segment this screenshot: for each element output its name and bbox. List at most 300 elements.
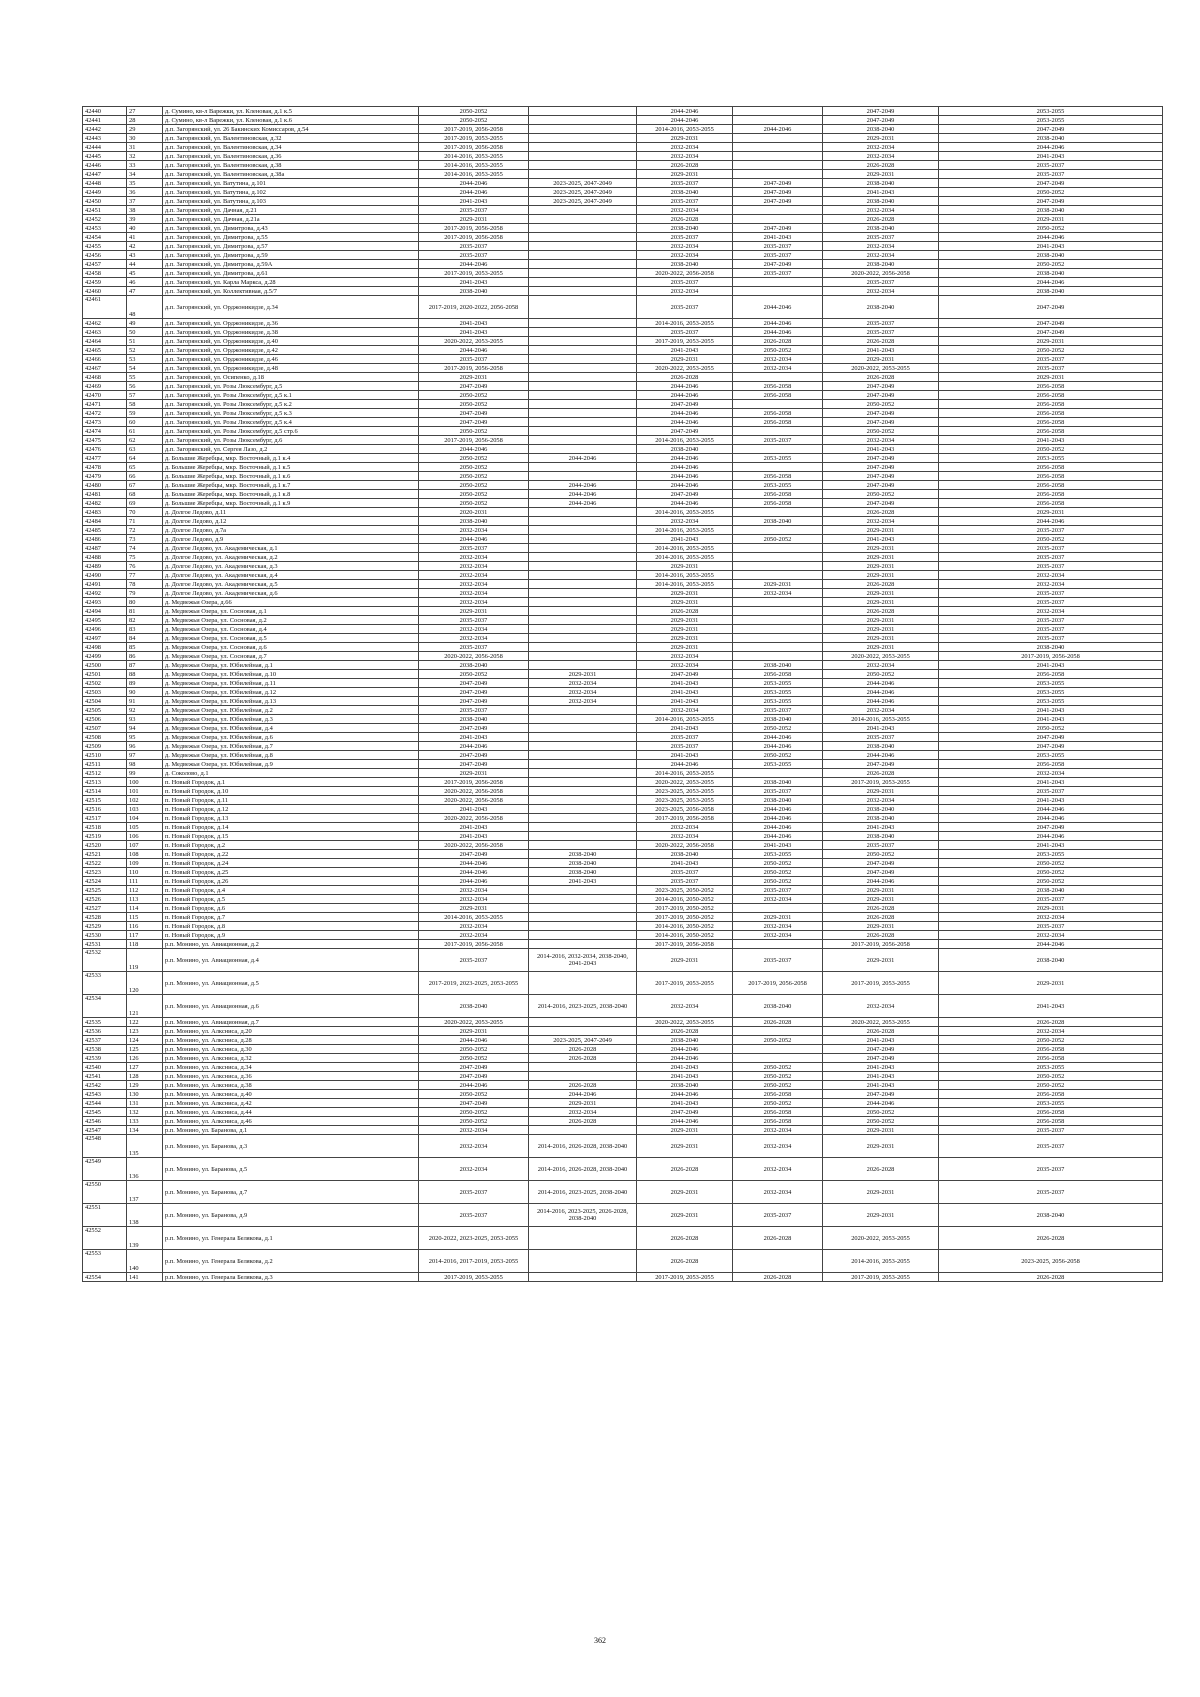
period-cell-2 bbox=[529, 823, 637, 832]
address-cell: д. Медвежьи Озера, ул. Юбилейная, д.1 bbox=[163, 661, 419, 670]
row-number-cell: 72 bbox=[127, 526, 163, 535]
period-cell-1: 2050-2052 bbox=[419, 490, 529, 499]
period-cell-4: 2056-2058 bbox=[733, 490, 823, 499]
period-cell-3: 2041-2043 bbox=[637, 679, 733, 688]
period-cell-2: 2014-2016, 2023-2025, 2026-2028, 2038-2040 bbox=[529, 1204, 637, 1227]
address-cell: п. Новый Городок, д.15 bbox=[163, 832, 419, 841]
period-cell-6: 2050-2052 bbox=[939, 346, 1163, 355]
period-cell-3: 2041-2043 bbox=[637, 1099, 733, 1108]
row-number-cell: 69 bbox=[127, 499, 163, 508]
period-cell-2 bbox=[529, 508, 637, 517]
record-id-cell: 42524 bbox=[83, 877, 127, 886]
period-cell-1: 2032-2034 bbox=[419, 526, 529, 535]
period-cell-4: 2044-2046 bbox=[733, 328, 823, 337]
period-cell-4: 2035-2037 bbox=[733, 706, 823, 715]
period-cell-1: 2032-2034 bbox=[419, 886, 529, 895]
record-id-cell: 42548 bbox=[83, 1135, 127, 1158]
record-id-cell: 42537 bbox=[83, 1036, 127, 1045]
table-row bbox=[83, 242, 1163, 251]
period-cell-6: 2035-2037 bbox=[939, 1158, 1163, 1181]
record-id-cell: 42462 bbox=[83, 319, 127, 328]
period-cell-5: 2041-2043 bbox=[823, 823, 939, 832]
address-cell: р.п. Монино, ул. Алксниса, д.38 bbox=[163, 1081, 419, 1090]
period-cell-6: 2050-2052 bbox=[939, 260, 1163, 269]
address-cell: д.п. Загорянский, ул. Димитрова, д.57 bbox=[163, 242, 419, 251]
table-row bbox=[83, 643, 1163, 652]
table-row bbox=[83, 1250, 1163, 1273]
row-number-cell: 52 bbox=[127, 346, 163, 355]
table-row bbox=[83, 787, 1163, 796]
period-cell-2 bbox=[529, 427, 637, 436]
period-cell-6: 2041-2043 bbox=[939, 152, 1163, 161]
period-cell-4: 2053-2055 bbox=[733, 760, 823, 769]
period-cell-3: 2020-2022, 2053-2055 bbox=[637, 364, 733, 373]
period-cell-4: 2056-2058 bbox=[733, 1090, 823, 1099]
period-cell-3: 2044-2046 bbox=[637, 1054, 733, 1063]
address-cell: д. Сумино, кв-л Варежки, ул. Кленовая, д.1 к.5 bbox=[163, 107, 419, 116]
address-cell: д. Долгое Ледово, ул. Академическая, д.3 bbox=[163, 562, 419, 571]
record-id-cell: 42550 bbox=[83, 1181, 127, 1204]
period-cell-5: 2032-2034 bbox=[823, 152, 939, 161]
row-number-cell: 70 bbox=[127, 508, 163, 517]
period-cell-4 bbox=[733, 553, 823, 562]
record-id-cell: 42449 bbox=[83, 188, 127, 197]
period-cell-6: 2050-2052 bbox=[939, 1036, 1163, 1045]
period-cell-3: 2029-2031 bbox=[637, 170, 733, 179]
period-cell-6: 2035-2037 bbox=[939, 589, 1163, 598]
table-row bbox=[83, 319, 1163, 328]
address-cell: д.п. Загорянский, ул. Розы Люксембург, д.5 bbox=[163, 382, 419, 391]
row-number-cell: 132 bbox=[127, 1108, 163, 1117]
period-cell-5: 2050-2052 bbox=[823, 850, 939, 859]
table-row bbox=[83, 904, 1163, 913]
period-cell-1: 2050-2052 bbox=[419, 1117, 529, 1126]
table-row bbox=[83, 742, 1163, 751]
record-id-cell: 42456 bbox=[83, 251, 127, 260]
address-cell: р.п. Монино, ул. Алксниса, д.46 bbox=[163, 1117, 419, 1126]
address-cell: д. Долгое Ледово, ул. Академическая, д.5 bbox=[163, 580, 419, 589]
period-cell-3: 2029-2031 bbox=[637, 134, 733, 143]
period-cell-5: 2038-2040 bbox=[823, 260, 939, 269]
address-cell: р.п. Монино, ул. Алксниса, д.34 bbox=[163, 1063, 419, 1072]
period-cell-5: 2038-2040 bbox=[823, 224, 939, 233]
period-cell-2 bbox=[529, 328, 637, 337]
record-id-cell: 42516 bbox=[83, 805, 127, 814]
period-cell-5: 2044-2046 bbox=[823, 1099, 939, 1108]
address-cell: р.п. Монино, ул. Баранова, д.9 bbox=[163, 1204, 419, 1227]
period-cell-1: 2017-2019, 2053-2055 bbox=[419, 134, 529, 143]
period-cell-2 bbox=[529, 463, 637, 472]
address-cell: д.п. Загорянский, ул. Орджоникидзе, д.40 bbox=[163, 337, 419, 346]
table-row bbox=[83, 355, 1163, 364]
period-cell-3: 2032-2034 bbox=[637, 287, 733, 296]
row-number-cell: 51 bbox=[127, 337, 163, 346]
record-id-cell: 42467 bbox=[83, 364, 127, 373]
address-cell: д. Долгое Ледово, д.9 bbox=[163, 535, 419, 544]
period-cell-3: 2020-2022, 2053-2055 bbox=[637, 778, 733, 787]
period-cell-6: 2050-2052 bbox=[939, 188, 1163, 197]
period-cell-2 bbox=[529, 337, 637, 346]
row-number-cell: 111 bbox=[127, 877, 163, 886]
table-row bbox=[83, 1108, 1163, 1117]
period-cell-2 bbox=[529, 787, 637, 796]
address-cell: п. Новый Городок, д.6 bbox=[163, 904, 419, 913]
period-cell-4: 2050-2052 bbox=[733, 868, 823, 877]
period-cell-2: 2026-2028 bbox=[529, 1081, 637, 1090]
period-cell-5: 2047-2049 bbox=[823, 499, 939, 508]
table-row bbox=[83, 571, 1163, 580]
period-cell-5: 2035-2037 bbox=[823, 278, 939, 287]
row-number-cell: 42 bbox=[127, 242, 163, 251]
address-cell: р.п. Монино, ул. Генерала Белякова, д.3 bbox=[163, 1273, 419, 1282]
period-cell-5: 2029-2031 bbox=[823, 922, 939, 931]
period-cell-6: 2041-2043 bbox=[939, 242, 1163, 251]
period-cell-4: 2026-2028 bbox=[733, 1018, 823, 1027]
period-cell-6: 2056-2058 bbox=[939, 1045, 1163, 1054]
record-id-cell: 42541 bbox=[83, 1072, 127, 1081]
period-cell-3: 2035-2037 bbox=[637, 733, 733, 742]
period-cell-5: 2041-2043 bbox=[823, 445, 939, 454]
record-id-cell: 42502 bbox=[83, 679, 127, 688]
period-cell-3: 2032-2034 bbox=[637, 995, 733, 1018]
period-cell-4: 2035-2037 bbox=[733, 886, 823, 895]
row-number-cell: 85 bbox=[127, 643, 163, 652]
table-row bbox=[83, 679, 1163, 688]
period-cell-4: 2035-2037 bbox=[733, 1204, 823, 1227]
record-id-cell: 42532 bbox=[83, 949, 127, 972]
period-cell-4: 2056-2058 bbox=[733, 472, 823, 481]
period-cell-6: 2029-2031 bbox=[939, 508, 1163, 517]
schedule-sheet bbox=[82, 106, 1162, 1282]
period-cell-2 bbox=[529, 1063, 637, 1072]
period-cell-3: 2017-2019, 2053-2055 bbox=[637, 1273, 733, 1282]
row-number-cell: 50 bbox=[127, 328, 163, 337]
record-id-cell: 42546 bbox=[83, 1117, 127, 1126]
period-cell-6: 2038-2040 bbox=[939, 134, 1163, 143]
period-cell-4 bbox=[733, 287, 823, 296]
period-cell-3: 2014-2016, 2053-2055 bbox=[637, 436, 733, 445]
row-number-cell: 135 bbox=[127, 1135, 163, 1158]
record-id-cell: 42533 bbox=[83, 972, 127, 995]
record-id-cell: 42525 bbox=[83, 886, 127, 895]
period-cell-1: 2044-2046 bbox=[419, 742, 529, 751]
repair-schedule-table bbox=[82, 106, 1163, 1282]
record-id-cell: 42475 bbox=[83, 436, 127, 445]
period-cell-1: 2050-2052 bbox=[419, 427, 529, 436]
period-cell-3: 2047-2049 bbox=[637, 427, 733, 436]
address-cell: д. Медвежьи Озера, ул. Сосновая, д.5 bbox=[163, 634, 419, 643]
table-row bbox=[83, 751, 1163, 760]
period-cell-6: 2035-2037 bbox=[939, 170, 1163, 179]
period-cell-2 bbox=[529, 940, 637, 949]
record-id-cell: 42515 bbox=[83, 796, 127, 805]
record-id-cell: 42452 bbox=[83, 215, 127, 224]
row-number-cell: 40 bbox=[127, 224, 163, 233]
period-cell-2 bbox=[529, 814, 637, 823]
period-cell-5: 2017-2019, 2053-2055 bbox=[823, 972, 939, 995]
row-number-cell: 108 bbox=[127, 850, 163, 859]
address-cell: д.п. Загорянский, ул. Валентиновская, д.34 bbox=[163, 143, 419, 152]
period-cell-4: 2029-2031 bbox=[733, 913, 823, 922]
row-number-cell: 87 bbox=[127, 661, 163, 670]
row-number-cell: 36 bbox=[127, 188, 163, 197]
period-cell-3: 2020-2022, 2056-2058 bbox=[637, 841, 733, 850]
period-cell-4 bbox=[733, 562, 823, 571]
period-cell-3: 2029-2031 bbox=[637, 1204, 733, 1227]
record-id-cell: 42484 bbox=[83, 517, 127, 526]
address-cell: д. Большие Жеребцы, мкр. Восточный, д.1 к.6 bbox=[163, 472, 419, 481]
table-row bbox=[83, 1018, 1163, 1027]
address-cell: д. Большие Жеребцы, мкр. Восточный, д.1 к.7 bbox=[163, 481, 419, 490]
period-cell-5: 2017-2019, 2056-2058 bbox=[823, 940, 939, 949]
period-cell-5: 2035-2037 bbox=[823, 733, 939, 742]
period-cell-1: 2017-2019, 2056-2058 bbox=[419, 436, 529, 445]
row-number-cell: 102 bbox=[127, 796, 163, 805]
record-id-cell: 42483 bbox=[83, 508, 127, 517]
record-id-cell: 42531 bbox=[83, 940, 127, 949]
address-cell: р.п. Монино, ул. Генерала Белякова, д.2 bbox=[163, 1250, 419, 1273]
address-cell: д. Медвежьи Озера, ул. Сосновая, д.2 bbox=[163, 616, 419, 625]
period-cell-3: 2041-2043 bbox=[637, 1072, 733, 1081]
period-cell-5: 2047-2049 bbox=[823, 1045, 939, 1054]
period-cell-5: 2026-2028 bbox=[823, 1027, 939, 1036]
period-cell-5: 2044-2046 bbox=[823, 688, 939, 697]
period-cell-6: 2044-2046 bbox=[939, 278, 1163, 287]
period-cell-3: 2044-2046 bbox=[637, 760, 733, 769]
period-cell-2 bbox=[529, 517, 637, 526]
period-cell-5: 2026-2028 bbox=[823, 373, 939, 382]
period-cell-6: 2044-2046 bbox=[939, 805, 1163, 814]
period-cell-3: 2032-2034 bbox=[637, 832, 733, 841]
address-cell: р.п. Монино, ул. Авиационная, д.7 bbox=[163, 1018, 419, 1027]
period-cell-1: 2038-2040 bbox=[419, 661, 529, 670]
period-cell-6: 2050-2052 bbox=[939, 724, 1163, 733]
period-cell-4 bbox=[733, 427, 823, 436]
table-row bbox=[83, 778, 1163, 787]
row-number-cell: 79 bbox=[127, 589, 163, 598]
period-cell-1: 2017-2019, 2023-2025, 2053-2055 bbox=[419, 972, 529, 995]
period-cell-3: 2044-2046 bbox=[637, 463, 733, 472]
period-cell-5: 2032-2034 bbox=[823, 661, 939, 670]
period-cell-4: 2038-2040 bbox=[733, 517, 823, 526]
table-row bbox=[83, 179, 1163, 188]
period-cell-1: 2017-2019, 2053-2055 bbox=[419, 269, 529, 278]
table-row bbox=[83, 454, 1163, 463]
period-cell-1: 2041-2043 bbox=[419, 278, 529, 287]
period-cell-3: 2023-2025, 2050-2052 bbox=[637, 886, 733, 895]
period-cell-1: 2047-2049 bbox=[419, 850, 529, 859]
period-cell-5: 2032-2034 bbox=[823, 206, 939, 215]
period-cell-5: 2020-2022, 2053-2055 bbox=[823, 364, 939, 373]
table-row bbox=[83, 1117, 1163, 1126]
table-row bbox=[83, 877, 1163, 886]
address-cell: р.п. Монино, ул. Баранова, д.5 bbox=[163, 1158, 419, 1181]
period-cell-1: 2050-2052 bbox=[419, 400, 529, 409]
record-id-cell: 42511 bbox=[83, 760, 127, 769]
period-cell-4 bbox=[733, 940, 823, 949]
period-cell-3: 2032-2034 bbox=[637, 706, 733, 715]
period-cell-4: 2056-2058 bbox=[733, 499, 823, 508]
period-cell-6: 2056-2058 bbox=[939, 1117, 1163, 1126]
period-cell-1: 2044-2046 bbox=[419, 535, 529, 544]
period-cell-1: 2050-2052 bbox=[419, 1045, 529, 1054]
address-cell: д. Медвежьи Озера, ул. Юбилейная, д.3 bbox=[163, 715, 419, 724]
record-id-cell: 42501 bbox=[83, 670, 127, 679]
period-cell-3: 2029-2031 bbox=[637, 949, 733, 972]
period-cell-1: 2035-2037 bbox=[419, 1181, 529, 1204]
period-cell-2 bbox=[529, 472, 637, 481]
period-cell-4: 2053-2055 bbox=[733, 697, 823, 706]
table-row bbox=[83, 116, 1163, 125]
record-id-cell: 42455 bbox=[83, 242, 127, 251]
period-cell-3: 2038-2040 bbox=[637, 445, 733, 454]
row-number-cell: 124 bbox=[127, 1036, 163, 1045]
period-cell-1: 2044-2046 bbox=[419, 1081, 529, 1090]
period-cell-2 bbox=[529, 643, 637, 652]
record-id-cell: 42519 bbox=[83, 832, 127, 841]
period-cell-3: 2038-2040 bbox=[637, 1036, 733, 1045]
period-cell-2 bbox=[529, 589, 637, 598]
record-id-cell: 42487 bbox=[83, 544, 127, 553]
period-cell-3: 2023-2025, 2053-2055 bbox=[637, 796, 733, 805]
table-row bbox=[83, 697, 1163, 706]
period-cell-3: 2029-2031 bbox=[637, 1135, 733, 1158]
period-cell-5: 2047-2049 bbox=[823, 454, 939, 463]
period-cell-6: 2044-2046 bbox=[939, 940, 1163, 949]
period-cell-4: 2032-2034 bbox=[733, 1135, 823, 1158]
period-cell-5: 2044-2046 bbox=[823, 679, 939, 688]
period-cell-5: 2026-2028 bbox=[823, 161, 939, 170]
period-cell-5: 2029-2031 bbox=[823, 134, 939, 143]
address-cell: д.п. Загорянский, ул. Розы Люксембург, д.5 к.4 bbox=[163, 418, 419, 427]
period-cell-2 bbox=[529, 625, 637, 634]
record-id-cell: 42526 bbox=[83, 895, 127, 904]
table-row bbox=[83, 1081, 1163, 1090]
record-id-cell: 42545 bbox=[83, 1108, 127, 1117]
period-cell-4 bbox=[733, 1045, 823, 1054]
period-cell-2 bbox=[529, 1250, 637, 1273]
period-cell-4 bbox=[733, 652, 823, 661]
address-cell: д. Долгое Ледово, ул. Академическая, д.6 bbox=[163, 589, 419, 598]
period-cell-1: 2044-2046 bbox=[419, 188, 529, 197]
period-cell-3: 2014-2016, 2050-2052 bbox=[637, 931, 733, 940]
period-cell-1: 2017-2019, 2056-2058 bbox=[419, 364, 529, 373]
period-cell-1: 2014-2016, 2053-2055 bbox=[419, 913, 529, 922]
period-cell-6: 2044-2046 bbox=[939, 233, 1163, 242]
period-cell-4: 2038-2040 bbox=[733, 796, 823, 805]
period-cell-6: 2038-2040 bbox=[939, 287, 1163, 296]
address-cell: д. Медвежьи Озера, ул. Сосновая, д.1 bbox=[163, 607, 419, 616]
record-id-cell: 42549 bbox=[83, 1158, 127, 1181]
period-cell-3: 2047-2049 bbox=[637, 400, 733, 409]
period-cell-5: 2038-2040 bbox=[823, 296, 939, 319]
row-number-cell: 119 bbox=[127, 949, 163, 972]
period-cell-2 bbox=[529, 904, 637, 913]
row-number-cell: 99 bbox=[127, 769, 163, 778]
period-cell-1: 2041-2043 bbox=[419, 197, 529, 206]
period-cell-4 bbox=[733, 1027, 823, 1036]
period-cell-5: 2026-2028 bbox=[823, 607, 939, 616]
table-row bbox=[83, 1135, 1163, 1158]
period-cell-6: 2032-2034 bbox=[939, 571, 1163, 580]
period-cell-3: 2026-2028 bbox=[637, 1027, 733, 1036]
period-cell-2: 2026-2028 bbox=[529, 1054, 637, 1063]
period-cell-6: 2026-2028 bbox=[939, 1018, 1163, 1027]
table-row bbox=[83, 170, 1163, 179]
period-cell-3: 2038-2040 bbox=[637, 188, 733, 197]
period-cell-4: 2041-2043 bbox=[733, 841, 823, 850]
period-cell-3: 2026-2028 bbox=[637, 1250, 733, 1273]
record-id-cell: 42530 bbox=[83, 931, 127, 940]
period-cell-6: 2038-2040 bbox=[939, 251, 1163, 260]
period-cell-1: 2032-2034 bbox=[419, 625, 529, 634]
period-cell-2 bbox=[529, 391, 637, 400]
period-cell-1: 2047-2049 bbox=[419, 724, 529, 733]
period-cell-2 bbox=[529, 724, 637, 733]
period-cell-5: 2041-2043 bbox=[823, 1063, 939, 1072]
address-cell: д.п. Загорянский, ул. Дачная, д.21а bbox=[163, 215, 419, 224]
record-id-cell: 42470 bbox=[83, 391, 127, 400]
address-cell: д.п. Загорянский, ул. Орджоникидзе, д.36 bbox=[163, 319, 419, 328]
period-cell-4: 2056-2058 bbox=[733, 670, 823, 679]
row-number-cell: 28 bbox=[127, 116, 163, 125]
period-cell-4: 2053-2055 bbox=[733, 481, 823, 490]
period-cell-1: 2050-2052 bbox=[419, 472, 529, 481]
period-cell-1: 2050-2052 bbox=[419, 1054, 529, 1063]
table-row bbox=[83, 224, 1163, 233]
period-cell-3: 2044-2046 bbox=[637, 116, 733, 125]
period-cell-4: 2050-2052 bbox=[733, 1081, 823, 1090]
period-cell-4: 2032-2034 bbox=[733, 922, 823, 931]
table-row bbox=[83, 143, 1163, 152]
period-cell-1: 2047-2049 bbox=[419, 382, 529, 391]
period-cell-5: 2026-2028 bbox=[823, 337, 939, 346]
period-cell-4: 2035-2037 bbox=[733, 787, 823, 796]
period-cell-6: 2035-2037 bbox=[939, 922, 1163, 931]
period-cell-5: 2047-2049 bbox=[823, 859, 939, 868]
period-cell-6: 2056-2058 bbox=[939, 418, 1163, 427]
row-number-cell: 117 bbox=[127, 931, 163, 940]
address-cell: д. Долгое Ледово, д.12 bbox=[163, 517, 419, 526]
period-cell-5: 2020-2022, 2053-2055 bbox=[823, 1018, 939, 1027]
row-number-cell: 35 bbox=[127, 179, 163, 188]
row-number-cell: 106 bbox=[127, 832, 163, 841]
address-cell: р.п. Монино, ул. Алксниса, д.20 bbox=[163, 1027, 419, 1036]
period-cell-6: 2056-2058 bbox=[939, 427, 1163, 436]
row-number-cell: 34 bbox=[127, 170, 163, 179]
period-cell-2 bbox=[529, 278, 637, 287]
period-cell-6: 2035-2037 bbox=[939, 161, 1163, 170]
row-number-cell: 130 bbox=[127, 1090, 163, 1099]
period-cell-4 bbox=[733, 400, 823, 409]
table-row bbox=[83, 850, 1163, 859]
period-cell-6: 2035-2037 bbox=[939, 1181, 1163, 1204]
period-cell-5: 2029-2031 bbox=[823, 1181, 939, 1204]
period-cell-5: 2026-2028 bbox=[823, 580, 939, 589]
period-cell-5: 2029-2031 bbox=[823, 562, 939, 571]
period-cell-4: 2029-2031 bbox=[733, 580, 823, 589]
period-cell-6: 2047-2049 bbox=[939, 328, 1163, 337]
period-cell-5: 2020-2022, 2053-2055 bbox=[823, 652, 939, 661]
period-cell-2 bbox=[529, 931, 637, 940]
table-row bbox=[83, 661, 1163, 670]
period-cell-5: 2041-2043 bbox=[823, 1072, 939, 1081]
period-cell-5: 2032-2034 bbox=[823, 287, 939, 296]
table-row bbox=[83, 940, 1163, 949]
table-row bbox=[83, 1181, 1163, 1204]
address-cell: д.п. Загорянский, ул. Димитрова, д.55 bbox=[163, 233, 419, 242]
table-row bbox=[83, 1027, 1163, 1036]
